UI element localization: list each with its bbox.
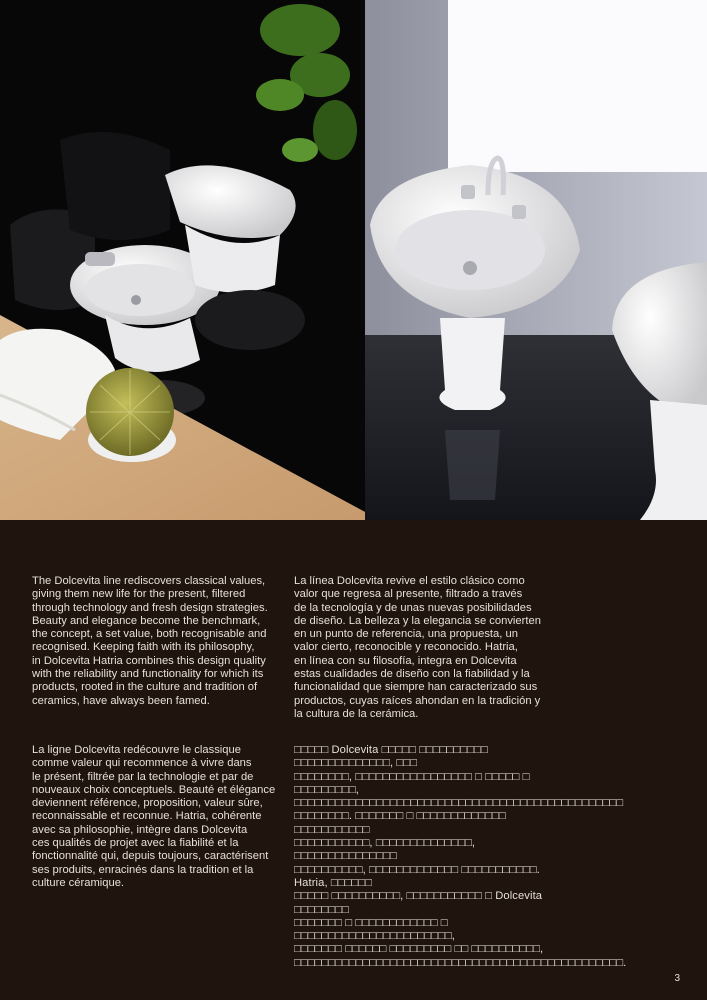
description-english: The Dolcevita line rediscovers classical values, giving them new life for the present, filtered through technology and fresh design strategies. Beauty and elegance become the benchmark, the concept, a set value, both recognisable and recognised. Keeping faith with its philosophy, in Dolcevita Hatria combines this design quality with the reliability and functionality for which its products, rooted in the culture and tradition of ceramics, have always been famed. — [32, 575, 268, 707]
description-russian: □□□□□ Dolcevita □□□□□ □□□□□□□□□□ □□□□□□□□□□□□□□, □□□ □□□□□□□□, □□□□□□□□□□□□□□□□□ □ □□□□□ □ □□□□□□□□□, □□□□□□□□□□□□□□□□□□□□□□□□□□□□□□□□□□□□□□□□□□□□□□□□ □□□□□□□□. □□□□□□□ □ □□□□□□□□□□□□□ □□□□□□□□□□□ □□□□□□□□□□□, □□□□□□□□□□□□□□, □□□□□□□□□□□□□□□ □□□□□□□□□□, □□□□□□□□□□□□□ □□□□□□□□□□□. Hatria, □□□□□□ □□□□□ □□□□□□□□□□, □□□□□□□□□□□ □ Dolcevita □□□□□□□□ □□□□□□□ □ □□□□□□□□□□□□ □ □□□□□□□□□□□□□□□□□□□□□□□, □□□□□□□ □□□□□□ □□□□□□□□□ □□ □□□□□□□□□□, □□□□□□□□□□□□□□□□□□□□□□□□□□□□□□□□□□□□□□□□□□□□□□□□. — [294, 744, 627, 969]
description-spanish: La línea Dolcevita revive el estilo clásico como valor que regresa al presente, filtrado a través de la tecnología y de unas nuevas posibilidades de diseño. La belleza y la elegancia se convierten en un punto de referencia, una propuesta, un valor cierto, reconocible y reconocido. Hatria, en línea con su filosofía, integra en Dolcevita estas cualidades de diseño con la fiabilidad y la funcionalidad que siempre han caracterizado sus productos, cuyas raíces ahondan en la tradición y la cultura de la cerámica. — [294, 575, 541, 720]
page-number: 3 — [674, 973, 680, 984]
description-french: La ligne Dolcevita redécouvre le classique comme valeur qui recommence à vivre dans le présent, filtrée par la technologie et par de nouveaux choix conceptuels. Beauté et élégance deviennent référence, proposition, valeur sûre, reconnaissable et reconnue. Hatria, cohérente avec sa philosophie, intègre dans Dolcevita ces qualités de projet avec la fiabilité et la fonctionnalité qui, depuis toujours, caractérisent ses produits, enracinés dans la tradition et la culture céramique. — [32, 744, 276, 889]
